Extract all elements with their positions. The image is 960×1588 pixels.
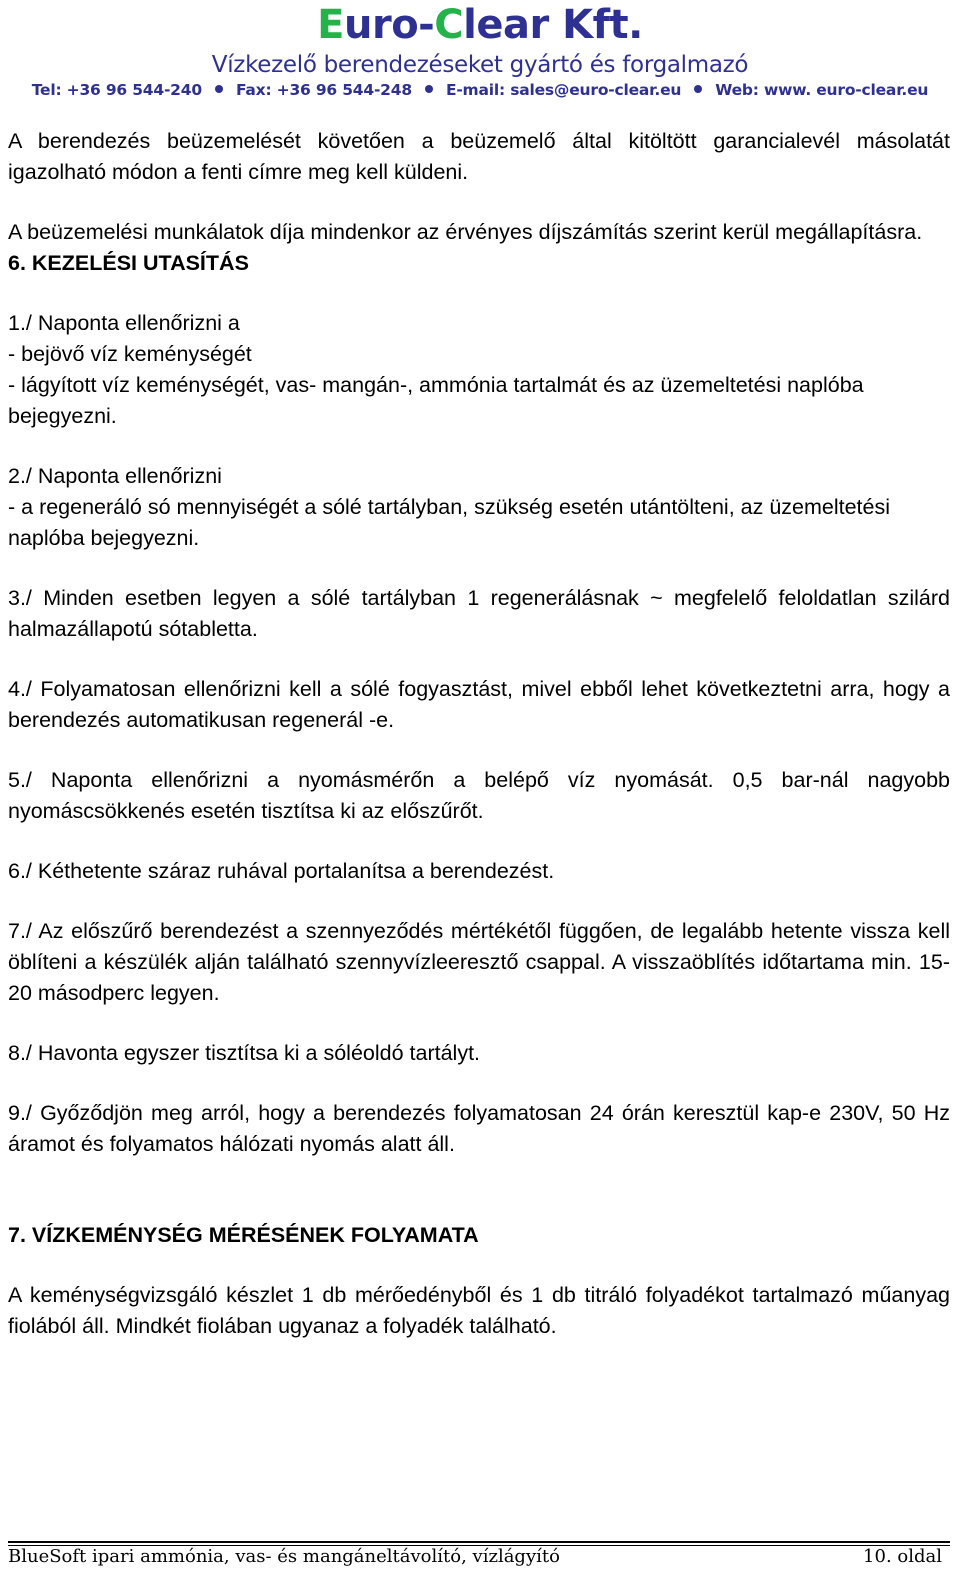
section-7-title: 7. VÍZKEMÉNYSÉG MÉRÉSÉNEK FOLYAMATA [8,1223,479,1247]
company-tagline: Vízkezelő berendezéseket gyártó és forgalmazó [211,52,749,78]
paragraph-warranty: A berendezés beüzemelését követően a beüzemelő által kitöltött garancialevél másolatát igazolható módon a fenti címre meg kell küldeni. [8,129,950,184]
item-4: 4./ Folyamatosan ellenőrizni kell a sólé fogyasztást, mivel ebből lehet következtetni arra, hogy a berendezés automatikusan regenerál -e. [8,677,950,732]
item-9: 9./ Győződjön meg arról, hogy a berendezés folyamatosan 24 órán keresztül kap-e 230V, 50 Hz áramot és folyamatos hálózati nyomás alatt áll. [8,1101,950,1156]
contact-fax: Fax: +36 96 544-248 [235,81,412,99]
item-3: 3./ Minden esetben legyen a sólé tartályban 1 regenerálásnak ~ megfelelő feloldatlan szilárd halmazállapotú sótabletta. [8,586,950,641]
item-2-intro: 2./ Naponta ellenőrizni [8,464,222,488]
paragraph-fees: A beüzemelési munkálatok díja mindenkor az érvényes díjszámítás szerint kerül megállapításra. [8,220,923,244]
logo-letter-e: E [317,2,344,48]
logo-text-part-2: lear Kft. [463,2,643,48]
footer-product-name: BlueSoft ipari ammónia, vas- és mangáneltávolító, vízlágyító [8,1546,560,1567]
item-2-line-2: - a regeneráló só mennyiségét a sólé tartályban, szükség esetén utántölteni, az üzemeltetési naplóba bejegyezni. [8,495,891,550]
bullet-dot-icon [215,85,223,93]
footer-page-number: 10. oldal [863,1546,942,1567]
item-1-intro: 1./ Naponta ellenőrizni a [8,311,240,335]
contact-email[interactable]: E-mail: sales@euro-clear.eu [445,81,682,99]
logo-text-part-1: uro- [343,2,435,48]
contact-tel: Tel: +36 96 544-240 [31,81,202,99]
section-6-title: 6. KEZELÉSI UTASÍTÁS [8,251,249,275]
bullet-dot-icon [694,85,702,93]
bullet-dot-icon [425,85,433,93]
page-header [0,0,960,104]
contact-web[interactable]: Web: www. euro-clear.eu [715,81,929,99]
logo-letter-c: C [434,2,464,48]
item-5: 5./ Naponta ellenőrizni a nyomásmérőn a belépő víz nyomását. 0,5 bar-nál nagyobb nyomáscsökkenés esetén tisztítsa ki az előszűrőt. [8,768,950,823]
item-6: 6./ Kéthetente száraz ruhával portalanítsa a berendezést. [8,859,555,883]
document-body [8,126,950,1342]
company-logo [0,2,960,48]
contact-line [0,80,960,100]
item-7: 7./ Az előszűrő berendezést a szennyeződés mértékétől függően, de legalább hetente vissza kell öblíteni a készülék alján található szennyvízleeresztő csappal. A visszaöblítés időtartama min. 15-20 másodperc legyen. [8,919,950,1005]
item-1-line-2: - bejövő víz keménységét [8,342,252,366]
footer-divider [8,1541,950,1543]
item-8: 8./ Havonta egyszer tisztítsa ki a sóléoldó tartályt. [8,1041,481,1065]
paragraph-hardness-kit: A keménységvizsgáló készlet 1 db mérőedényből és 1 db titráló folyadékot tartalmazó műanyag fiolából áll. Mindkét fiolában ugyanaz a folyadék található. [8,1283,950,1338]
item-1-line-3: - lágyított víz keménységét, vas- mangán-, ammónia tartalmát és az üzemeltetési naplóba bejegyezni. [8,373,864,428]
